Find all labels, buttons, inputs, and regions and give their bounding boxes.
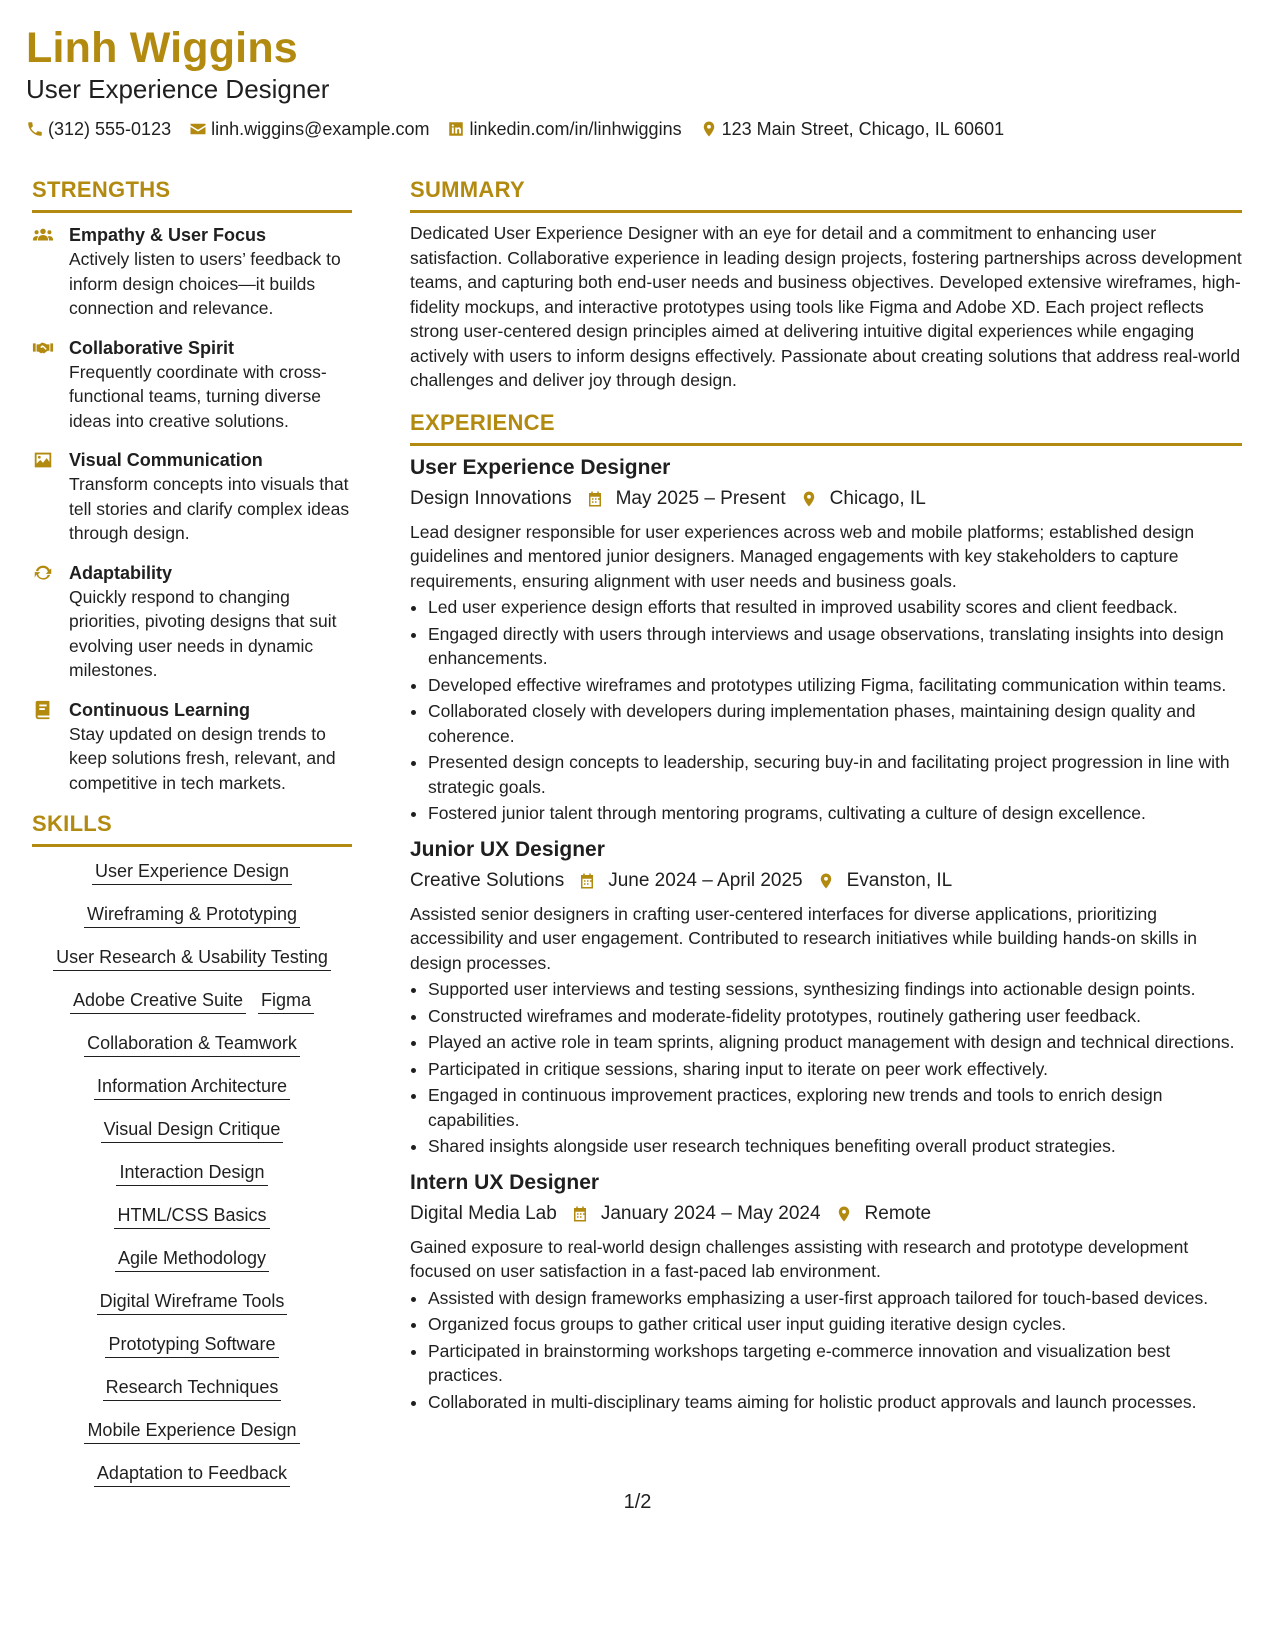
contact-bar: [26, 118, 1246, 140]
job-description: Gained exposure to real-world design challenges assisting with research and prototype development focused on user satisfaction in a fast-paced lab environment.: [410, 1236, 1189, 1281]
strength-desc: Stay updated on design trends to keep solutions fresh, relevant, and competitive in tech markets.: [69, 723, 336, 793]
strength-title: Collaborative Spirit: [69, 337, 235, 358]
bullet-item: • Engaged in continuous improvement practices, exploring new trends and tools to enrich design capabilities.: [428, 1083, 1242, 1132]
skill-tag: Research Techniques: [103, 1375, 282, 1401]
section-divider: [410, 210, 1242, 213]
job-bullets: [410, 977, 1242, 1159]
map-pin-icon: [800, 489, 818, 509]
strength-item: [32, 561, 352, 683]
skill-tag: Adobe Creative Suite: [70, 988, 246, 1014]
skill-tag: Prototyping Software: [105, 1332, 278, 1358]
candidate-name: Linh Wiggins: [26, 24, 298, 72]
map-pin-icon: [835, 1204, 853, 1224]
skill-tag: Collaboration & Teamwork: [84, 1031, 300, 1057]
job-company: Creative Solutions: [410, 869, 565, 891]
linkedin-icon: [447, 120, 465, 138]
job-title: Intern UX Designer: [410, 1170, 600, 1194]
job-bullets: [410, 595, 1242, 826]
job-description: Lead designer responsible for user experiences across web and mobile platforms; established design guidelines and mentored junior designers. Managed engagements with key stakeholders to capture requirements, ensuring alignment with user needs and business goals.: [410, 521, 1195, 591]
job-entry: [410, 454, 1242, 826]
phone-text: (312) 555-0123: [48, 119, 172, 139]
job-bullets: [410, 1286, 1242, 1415]
section-title-experience: EXPERIENCE: [410, 409, 555, 435]
job-description: Assisted senior designers in crafting user-centered interfaces for diverse applications, prioritizing accessibility and user engagement. Contributed to research initiatives while building hands-on skills in design processes.: [410, 903, 1197, 973]
contact-email[interactable]: [189, 118, 429, 140]
contact-linkedin[interactable]: [447, 118, 681, 140]
bullet-item: • Collaborated in multi-disciplinary teams aiming for holistic product approvals and launch processes.: [428, 1390, 1242, 1415]
map-pin-icon: [700, 120, 718, 138]
job-location: Chicago, IL: [829, 487, 926, 509]
skill-tag: Figma: [258, 988, 314, 1014]
section-title-strengths: STRENGTHS: [32, 177, 171, 202]
section-divider: [32, 844, 352, 847]
job-dates: January 2024 – May 2024: [600, 1202, 821, 1224]
users-icon: [32, 224, 54, 246]
job-company: Design Innovations: [410, 487, 572, 509]
skill-tag: Visual Design Critique: [101, 1117, 284, 1143]
job-entry: [410, 836, 1242, 1159]
summary-section: [410, 176, 1242, 393]
envelope-icon: [189, 120, 207, 138]
job-location: Remote: [864, 1202, 932, 1224]
calendar-icon: [578, 871, 596, 891]
bullet-item: • Organized focus groups to gather critical user input guiding iterative design cycles.: [428, 1312, 1242, 1337]
skill-tag: Agile Methodology: [115, 1246, 269, 1272]
skill-tag: HTML/CSS Basics: [114, 1203, 269, 1229]
strength-title: Continuous Learning: [69, 699, 250, 720]
address-text: 123 Main Street, Chicago, IL 60601: [721, 119, 1005, 139]
bullet-item: • Developed effective wireframes and prototypes utilizing Figma, facilitating communication within teams.: [428, 673, 1242, 698]
bullet-item: • Participated in brainstorming workshops targeting e-commerce innovation and visualization best practices.: [428, 1339, 1242, 1388]
skill-tag: User Experience Design: [92, 859, 292, 885]
phone-icon: [26, 120, 44, 138]
strength-desc: Transform concepts into visuals that tell stories and clarify complex ideas through design.: [69, 474, 350, 543]
bullet-item: • Fostered junior talent through mentoring programs, cultivating a culture of design excellence.: [428, 801, 1242, 826]
skill-tag: Information Architecture: [94, 1074, 290, 1100]
strength-item: [32, 698, 352, 796]
right-column: [410, 176, 1242, 1416]
bullet-item: • Presented design concepts to leadership, securing buy-in and facilitating project progression in line with strategic goals.: [428, 750, 1242, 799]
bullet-item: • Shared insights alongside user research techniques benefiting overall product strategies.: [428, 1134, 1242, 1159]
skill-tag: User Research & Usability Testing: [53, 945, 331, 971]
strength-item: [32, 448, 352, 546]
email-text: linh.wiggins@example.com: [211, 119, 430, 139]
job-title: User Experience Designer: [410, 455, 671, 479]
page-number: 1/2: [623, 1491, 652, 1513]
section-divider: [32, 210, 352, 213]
sync-icon: [32, 562, 54, 584]
strengths-section: [32, 176, 352, 795]
job-title: Junior UX Designer: [410, 837, 605, 861]
strength-title: Visual Communication: [69, 450, 263, 470]
strength-item: [32, 336, 352, 434]
linkedin-text: linkedin.com/in/linhwiggins: [469, 119, 682, 139]
strength-desc: Actively listen to users’ feedback to inform design choices—it builds connection and relevance.: [69, 249, 341, 318]
image-icon: [32, 449, 54, 471]
bullet-item: • Participated in critique sessions, sharing input to iterate on peer work effectively.: [428, 1057, 1242, 1082]
candidate-title: User Experience Designer: [26, 74, 330, 104]
job-dates: May 2025 – Present: [615, 487, 786, 509]
skill-tag: Interaction Design: [116, 1160, 267, 1186]
left-column: [32, 176, 352, 1504]
section-title-summary: SUMMARY: [410, 177, 525, 202]
bullet-item: • Engaged directly with users through interviews and usage observations, translating insights into design enhancements.: [428, 622, 1242, 671]
book-icon: [32, 699, 54, 721]
strength-desc: Quickly respond to changing priorities, pivoting designs that suit evolving user needs in dynamic milestones.: [69, 586, 337, 680]
job-dates: June 2024 – April 2025: [608, 869, 803, 891]
bullet-item: • Collaborated closely with developers during implementation phases, maintaining design quality and coherence.: [428, 699, 1242, 748]
job-location: Evanston, IL: [846, 869, 953, 891]
handshake-icon: [32, 337, 54, 359]
map-pin-icon: [817, 871, 835, 891]
experience-section: [410, 409, 1242, 1415]
calendar-icon: [586, 489, 604, 509]
resume-header: [26, 22, 1246, 140]
skill-tag: Adaptation to Feedback: [94, 1461, 290, 1487]
skill-tag: Digital Wireframe Tools: [97, 1289, 288, 1315]
bullet-item: • Assisted with design frameworks emphasizing a user-first approach tailored for touch-based devices.: [428, 1286, 1242, 1311]
summary-text: Dedicated User Experience Designer with an eye for detail and a commitment to enhancing user satisfaction. Collaborative experience in leading design projects, fostering partnerships across development teams, and capturing both end-user needs and business objectives. Developed extensive wireframes, high-fidelity mockups, and interactive prototypes using tools like Figma and Adobe XD. Each project reflects strong user-centered design principles aimed at delivering intuitive digital experiences while engaging actively with users to inform designs effectively. Passionate about creating solutions that address real-world challenges and deliver joy through design.: [410, 223, 1242, 390]
strength-desc: Frequently coordinate with cross-functional teams, turning diverse ideas into creative solutions.: [69, 361, 327, 431]
section-divider: [410, 443, 1242, 446]
skill-tag: Wireframing & Prototyping: [84, 902, 300, 928]
bullet-item: • Constructed wireframes and moderate-fidelity prototypes, routinely gathering user feedback.: [428, 1004, 1242, 1029]
job-company: Digital Media Lab: [410, 1202, 557, 1224]
contact-address: [700, 118, 1005, 140]
skill-tag: Mobile Experience Design: [84, 1418, 299, 1444]
bullet-item: • Played an active role in team sprints, aligning product management with design and technical directions.: [428, 1030, 1242, 1055]
calendar-icon: [571, 1204, 589, 1224]
strength-title: Empathy & User Focus: [69, 225, 267, 245]
section-title-skills: SKILLS: [32, 811, 113, 836]
bullet-item: • Led user experience design efforts that resulted in improved usability scores and client feedback.: [428, 595, 1242, 620]
skills-section: [32, 810, 352, 1504]
strength-item: [32, 223, 352, 321]
bullet-item: • Supported user interviews and testing sessions, synthesizing findings into actionable design points.: [428, 977, 1242, 1002]
strength-title: Adaptability: [69, 562, 173, 583]
contact-phone[interactable]: [26, 118, 171, 140]
job-entry: [410, 1169, 1242, 1415]
